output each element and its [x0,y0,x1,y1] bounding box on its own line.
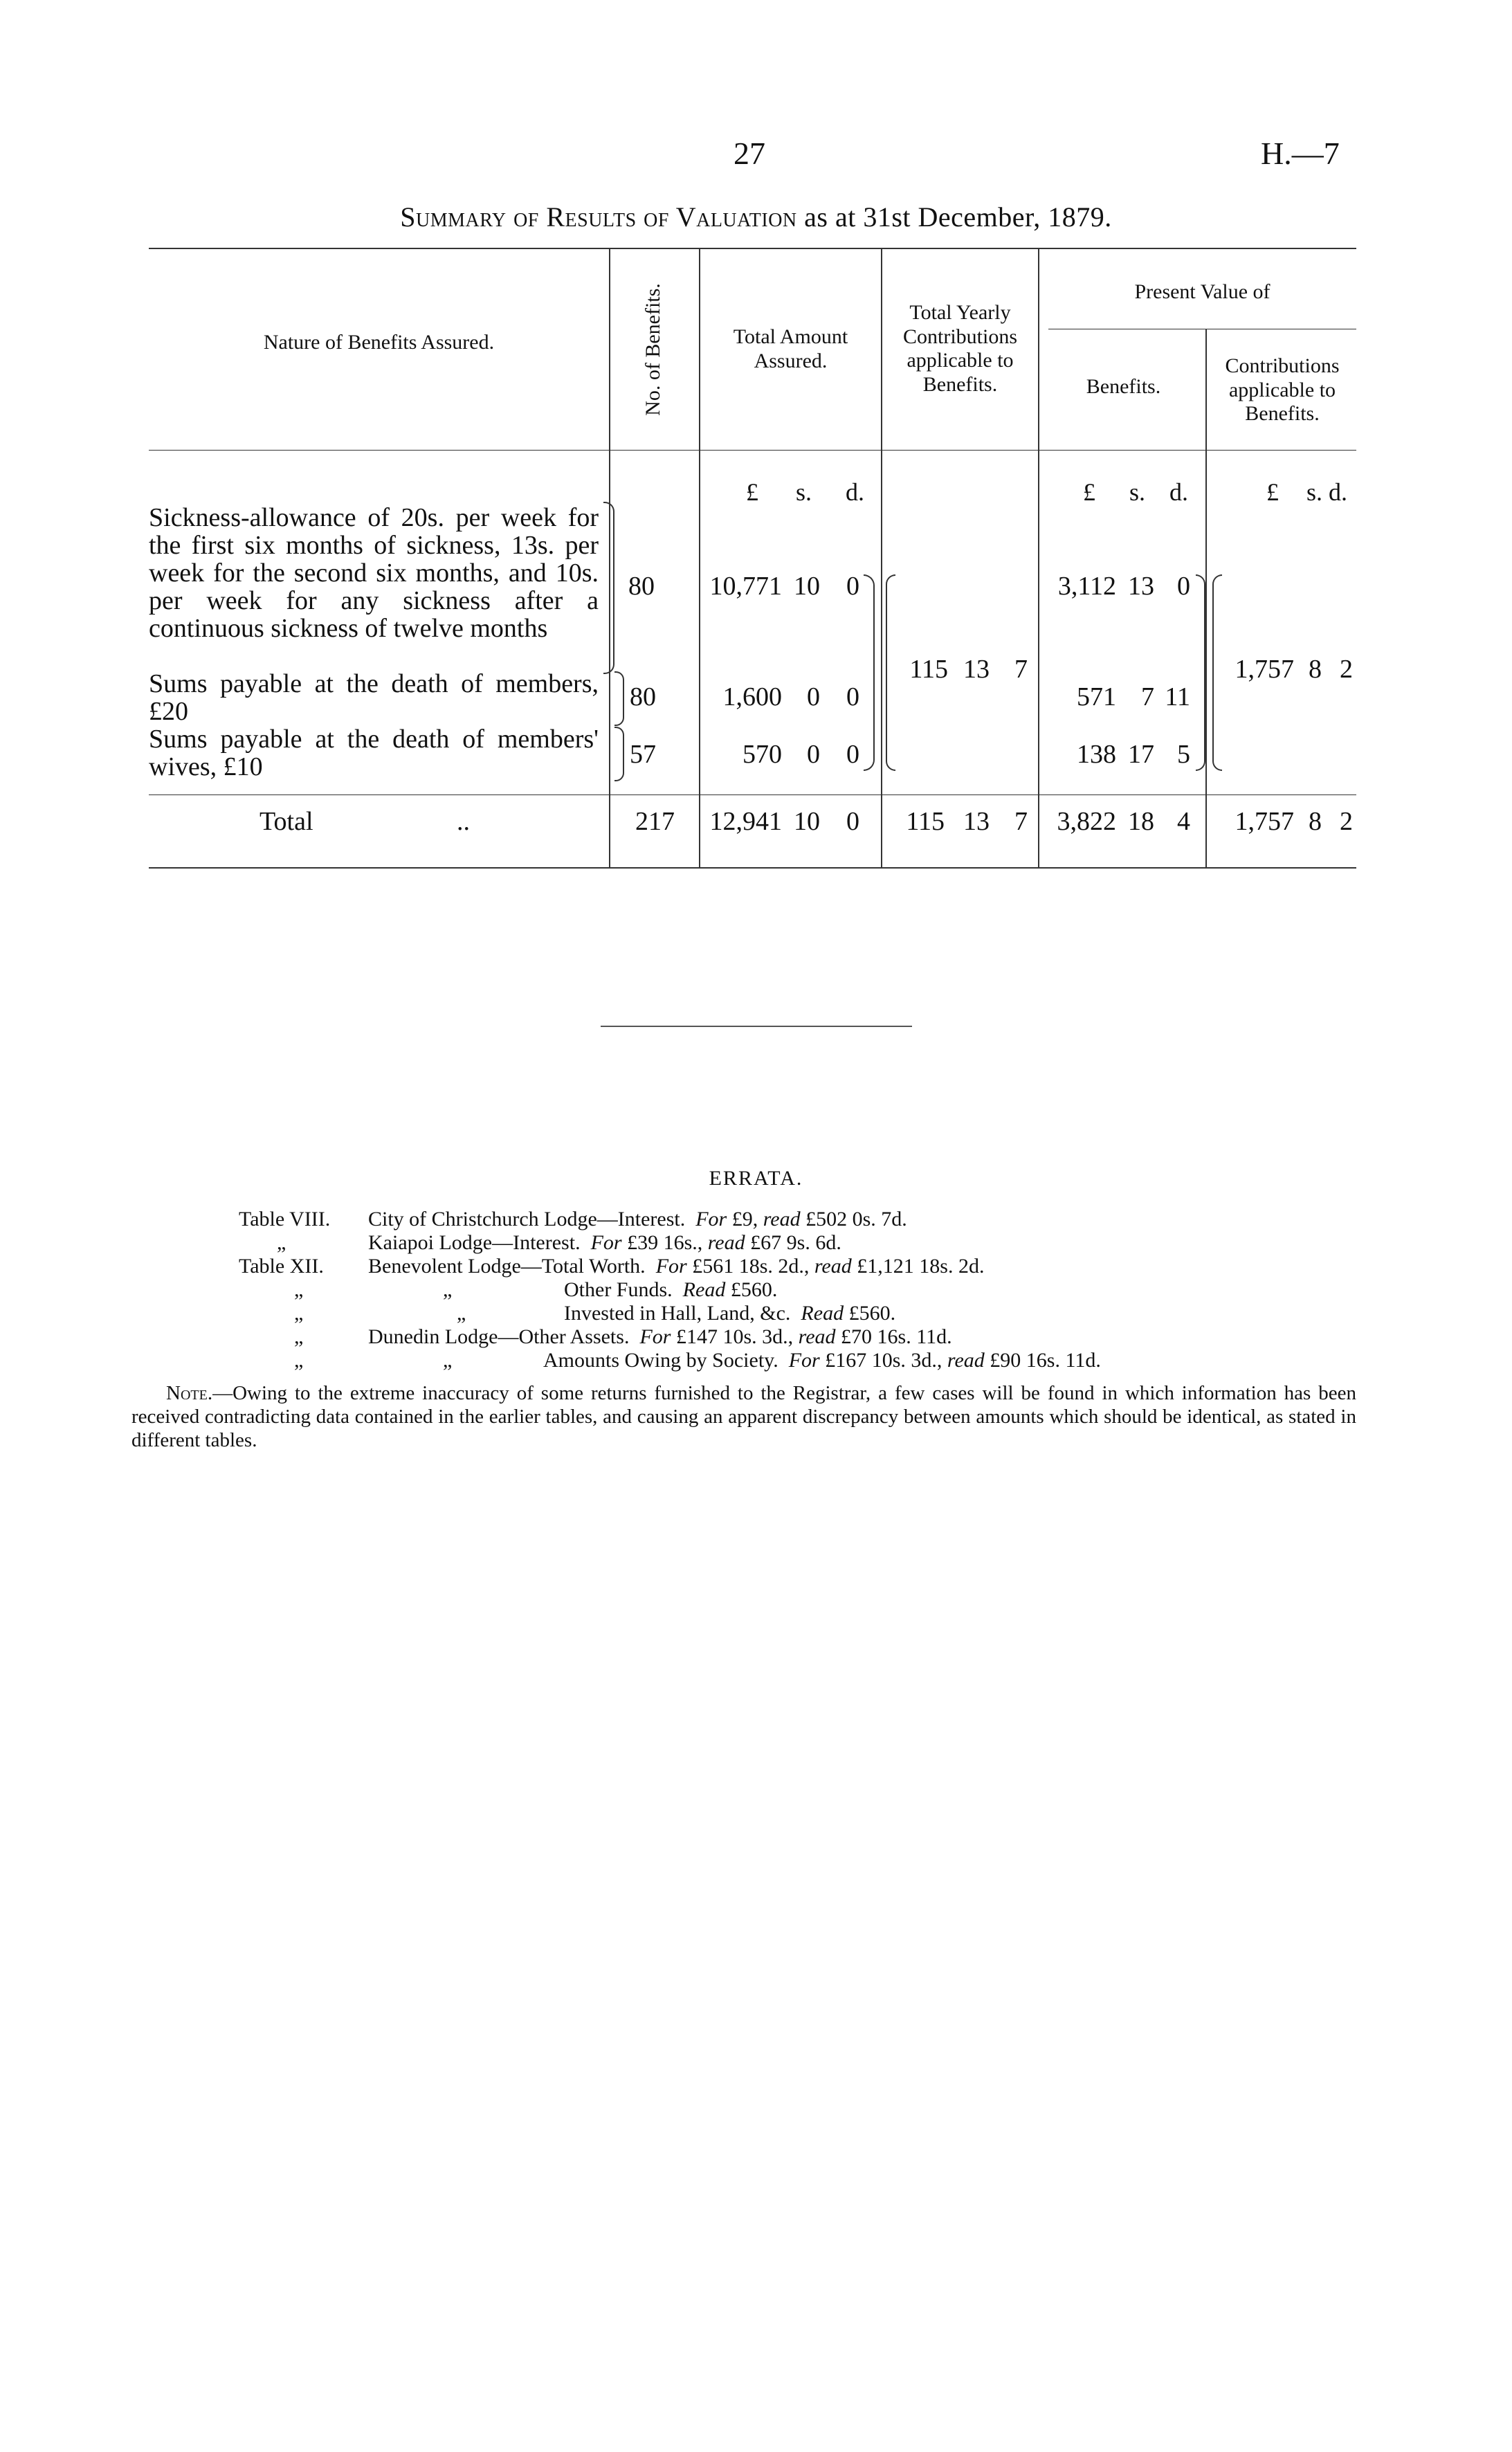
errata-desc: Other Funds. [564,1278,673,1301]
errata-for-value: £39 16s., [627,1231,703,1254]
contributions-combined-pounds: 1,757 [1235,655,1294,684]
row-1-amount-pounds: 10,771 [709,572,782,601]
errata-text [564,1302,895,1325]
errata-desc: Invested in Hall, Land, &c. [564,1302,791,1325]
benefits-unit-d: d. [1169,478,1188,506]
row-1-number: 80 [628,572,655,601]
total-contributions-d: 2 [1340,807,1353,836]
yearly-combined-pounds: 115 [909,655,948,684]
errata-read: read [763,1208,801,1230]
errata-for-value: £561 18s. 2d., [692,1255,810,1278]
row-3-benefits-d: 5 [1177,740,1190,769]
total-benefits-pounds: 3,822 [1057,807,1116,836]
errata-read-value: £560. [730,1278,778,1301]
table-title-lead: Summary of Results of Valuation [400,201,797,233]
errata-sub: „ [457,1302,466,1325]
errata-text [543,1349,1101,1372]
errata-ref: „ [294,1278,304,1301]
row-3-number: 57 [630,740,656,769]
document-code: H.—7 [1261,136,1340,171]
row-2-brace [614,671,624,726]
errata-ref: „ [294,1325,304,1348]
errata-ref: Table VIII. [239,1208,331,1230]
errata-read: read [814,1255,852,1278]
note-text: —Owing to the extreme inaccuracy of some returns furnished to the Registrar, a few cases will be found in which information has been received contradicting data contained in the earlier tables, and causing an apparent discrepancy between amounts which should be identical, as stated in different tables. [131,1382,1356,1451]
row-2-benefits-d: 11 [1165,682,1190,711]
contributions-unit-sd: s. d. [1306,478,1348,506]
errata-read-value: £560. [848,1302,896,1325]
header-present-value: Present Value of [1134,280,1270,303]
total-yearly-pounds: 115 [906,807,945,836]
amount-unit-pound: £ [746,478,758,506]
row-1-amount-d: 0 [846,572,859,601]
errata-text [564,1278,777,1302]
row-2-amount-d: 0 [846,682,859,711]
total-amount-pounds: 12,941 [709,807,782,836]
errata-ref: „ [277,1231,286,1254]
header-bottom-rule [149,450,1356,451]
errata-desc: Dunedin Lodge—Other Assets. [368,1325,630,1348]
amount-unit-d: d. [846,478,864,506]
errata-read-value: £67 9s. 6d. [750,1231,841,1254]
errata-read: read [947,1349,985,1372]
row-3-description: Sums payable at the death of members' wives, £10 [149,725,599,781]
errata-text [368,1208,907,1231]
table-top-rule [149,248,1356,249]
total-contributions-pounds: 1,757 [1235,807,1294,836]
errata-read-value: £1,121 18s. 2d. [857,1255,985,1278]
row-2-amount-pounds: 1,600 [722,682,782,711]
errata-ref: Table XII. [239,1255,324,1278]
contributions-combined-d: 2 [1340,655,1353,684]
row-3-amount-d: 0 [846,740,859,769]
yearly-combined-d: 7 [1014,655,1028,684]
header-total-amount: Total Amount Assured. [733,325,848,372]
total-benefits-s: 18 [1128,807,1154,836]
total-contributions-s: 8 [1309,807,1322,836]
errata-for-value: £167 10s. 3d., [825,1349,942,1372]
benefits-unit-s: s. [1129,478,1146,506]
row-3-benefits-pounds: 138 [1077,740,1116,769]
benefits-group-brace [1196,574,1205,771]
header-benefits: Benefits. [1086,375,1161,398]
yearly-combined-s: 13 [963,655,990,684]
total-benefits-d: 4 [1177,807,1190,836]
errata-read-value: £70 16s. 11d. [841,1325,952,1348]
col-divider-5 [1205,329,1207,867]
errata-text [368,1255,984,1278]
contributions-group-brace [1212,574,1222,771]
row-2-description: Sums payable at the death of members, £20 [149,669,599,726]
errata-desc: Kaiapoi Lodge—Interest. [368,1231,581,1254]
row-2-benefits-pounds: 571 [1077,682,1116,711]
errata-read: Read [801,1302,844,1325]
errata-read: read [707,1231,745,1254]
row-1-benefits-s: 13 [1128,572,1154,601]
errata-desc: Benevolent Lodge—Total Worth. [368,1255,646,1278]
contributions-combined-s: 8 [1309,655,1322,684]
row-1-brace [603,502,614,674]
row-3-amount-s: 0 [807,740,820,769]
errata-for: For [590,1231,622,1254]
row-1-benefits-d: 0 [1177,572,1190,601]
total-yearly-s: 13 [963,807,990,836]
note-paragraph [131,1381,1356,1452]
errata-sub: „ [443,1349,453,1372]
errata-read-value: £90 16s. 11d. [990,1349,1101,1372]
errata-desc: City of Christchurch Lodge—Interest. [368,1208,686,1230]
errata-text [368,1325,952,1349]
total-label: Total [259,807,313,836]
header-yearly: Total Yearly Contributions applicable to Benefits. [902,301,1017,396]
contributions-unit-pound: £ [1266,478,1279,506]
errata-text [368,1231,841,1255]
row-1-benefits-pounds: 3,112 [1057,572,1116,601]
table-title [0,201,1512,233]
col-divider-2 [699,248,700,867]
errata-read: read [798,1325,836,1348]
errata-title: ERRATA. [709,1167,803,1190]
total-dots: .. [457,807,470,836]
note-label: Note. [166,1382,213,1404]
errata-sub: „ [443,1278,453,1301]
benefits-unit-pound: £ [1083,478,1095,506]
row-3-brace [614,727,624,781]
total-amount-d: 0 [846,807,859,836]
errata-for: For [695,1208,727,1230]
total-top-rule [149,794,1356,795]
row-1-description: Sickness-allowance of 20s. per week for the first six months of sickness, 13s. per week for the second six months, and 10s. per week for any sickness after a continuous sickness of twelve months [149,503,599,643]
amount-group-brace [864,574,875,771]
total-number: 217 [635,807,675,836]
errata-for-value: £147 10s. 3d., [675,1325,794,1348]
row-2-number: 80 [630,682,656,711]
row-3-amount-pounds: 570 [743,740,782,769]
header-nature: Nature of Benefits Assured. [263,331,495,354]
errata-desc: Amounts Owing by Society. [543,1349,778,1372]
errata-for-value: £9, [731,1208,758,1230]
errata-for: For [788,1349,820,1372]
errata-for: For [639,1325,671,1348]
errata-read: Read [682,1278,726,1301]
total-yearly-d: 7 [1014,807,1028,836]
amount-unit-s: s. [796,478,812,506]
col-divider-4 [1038,248,1039,867]
table-bottom-rule [149,867,1356,869]
row-3-benefits-s: 17 [1128,740,1154,769]
page-number: 27 [734,136,765,171]
row-2-amount-s: 0 [807,682,820,711]
errata-ref: „ [294,1349,304,1372]
header-number: No. of Benefits. [641,283,664,416]
total-amount-s: 10 [794,807,820,836]
row-2-benefits-s: 7 [1141,682,1154,711]
section-divider [601,1026,912,1027]
row-1-amount-s: 10 [794,572,820,601]
header-contributions: Contributions applicable to Benefits. [1225,354,1340,425]
errata-ref: „ [294,1302,304,1325]
errata-for: For [655,1255,687,1278]
col-divider-3 [881,248,882,867]
errata-read-value: £502 0s. 7d. [805,1208,907,1230]
table-title-rest: as at 31st December, 1879. [796,201,1112,233]
